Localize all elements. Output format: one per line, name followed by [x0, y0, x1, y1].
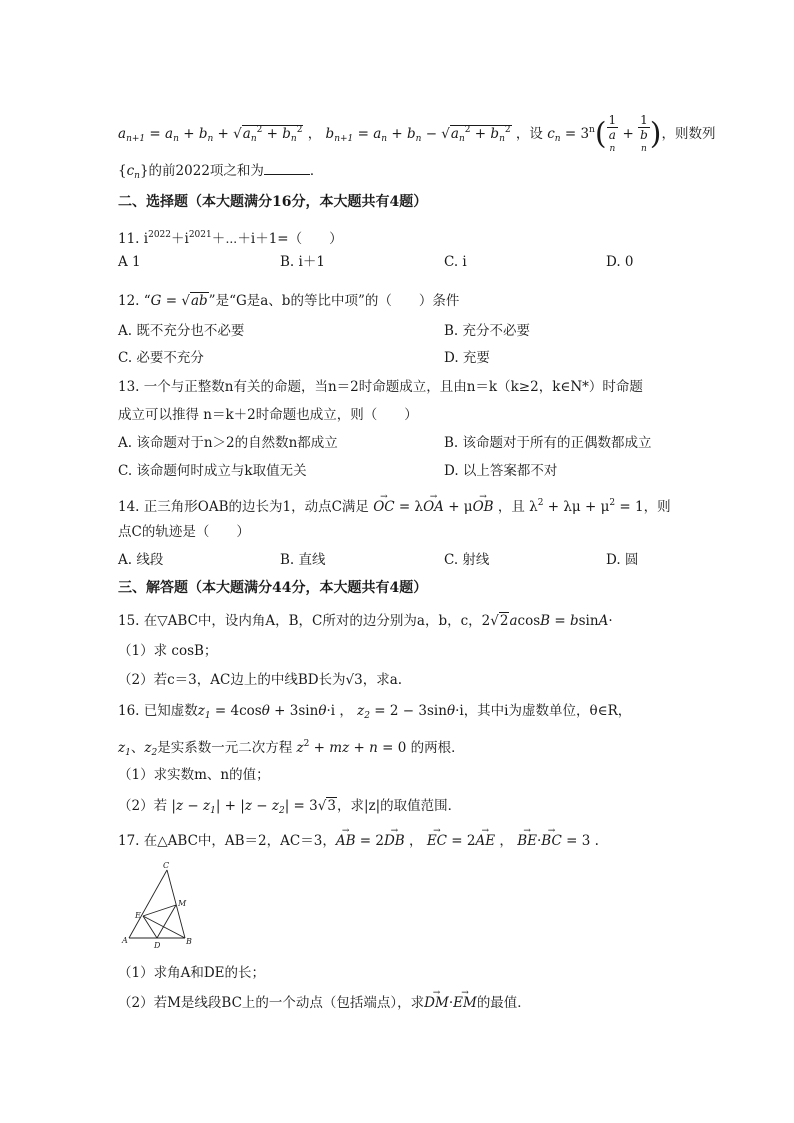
label-m: M	[178, 899, 187, 908]
side-ac	[129, 870, 167, 938]
label-d: D	[154, 941, 161, 950]
q13-option-a[interactable]: A. 该命题对于n＞2的自然数n都成立	[118, 435, 338, 451]
q14-stem-line1: 14. 正三角形OAB的边长为1，动点C满足 → OC = λ→ OA + μ→ OB ，且 $\lambda^2 + \lambda\mu + \mu^2 = 1$，则	[118, 494, 671, 516]
q16-stem-line1: 16. 已知虚数$z_1 = 4\cos\theta + 3\sin\theta\cdot i$ ， $z_2 = 2 - 3\sin\theta\cdot i$，其中i为虚数单位，θ∈R，	[118, 703, 632, 721]
q13-option-c[interactable]: C. 该命题何时成立与k取值无关	[118, 463, 307, 479]
triangle-figure	[115, 858, 205, 950]
q11-option-a[interactable]: A 1	[118, 254, 141, 270]
q14-option-d[interactable]: D. 圆	[606, 552, 639, 568]
q10-question-line: $\{c_n\}$的前2022项之和为 ．	[118, 163, 324, 181]
q14-option-a[interactable]: A. 线段	[118, 552, 164, 568]
q14-option-c[interactable]: C. 射线	[444, 552, 490, 568]
q14-stem-line2: 点C的轨迹是（ ）	[118, 524, 250, 540]
q15-part2: （2）若c＝3，AC边上的中线BD长为√3，求a.	[118, 672, 403, 688]
q11-stem: 11. $i^{2022}+i^{2021}+\cdots+i+1=$（ ）	[118, 230, 343, 247]
q10-recursion-line: $a_{n+1} = a_n + b_n + √a_n^2 + b_n^2$ ， $b_{n+1} = a_n + b_n - √a_n^2 + b_n^2$ ，设 $c_n = 3^n$( 1 a n + 1 b n )，则数列	[118, 113, 716, 154]
label-e: E	[135, 911, 141, 920]
label-a: A	[122, 936, 128, 945]
q15-stem: 15. 在▽ABC中，设内角A，B，C所对的边分别为a，b，c，2√2acosB = bsinA·	[118, 613, 613, 629]
q11-option-d[interactable]: D. 0	[606, 254, 634, 270]
q10-recursion-tail: ，则数列	[661, 126, 716, 142]
q14-option-b[interactable]: B. 直线	[280, 552, 326, 568]
q15-part1: （1）求 cosB；	[118, 643, 218, 659]
q11-option-c[interactable]: C. i	[444, 254, 467, 270]
label-c: C	[163, 861, 170, 870]
q12-option-a[interactable]: A. 既不充分也不必要	[118, 323, 245, 339]
section-2-title: 二、选择题（本大题满分16分，本大题共有4题）	[118, 194, 428, 210]
q13-option-b[interactable]: B. 该命题对于所有的正偶数都成立	[444, 435, 652, 451]
q11-option-b[interactable]: B. i＋1	[280, 254, 325, 270]
q16-part2: （2）若 $|z - z_1| + |z - z_2| = 3√3$，求|z|的取值范围．	[118, 798, 462, 816]
q17-part2: （2）若M是线段BC上的一个动点（包括端点），求→ DM·→ EM的最值．	[118, 994, 531, 1012]
q12-option-d[interactable]: D. 充要	[444, 350, 490, 366]
q12-option-b[interactable]: B. 充分不必要	[444, 323, 531, 339]
q17-part1: （1）求角A和DE的长；	[118, 965, 266, 981]
q13-stem-line1: 13. 一个与正整数n有关的命题，当n＝2时命题成立，且由n＝k（k≥2，k∈N*）时命题	[118, 379, 643, 395]
answer-blank[interactable]	[264, 162, 310, 175]
label-b: B	[186, 937, 192, 946]
q13-stem-line2: 成立可以推得 n＝k＋2时命题也成立，则（ ）	[118, 407, 418, 423]
q16-part1: （1）求实数m、n的值；	[118, 767, 270, 783]
segment-eb	[143, 916, 185, 938]
section-3-title: 三、解答题（本大题满分44分，本大题共有4题）	[118, 580, 428, 596]
q10-question-text: 的前2022项之和为	[148, 163, 264, 179]
q17-stem: 17. 在△ABC中，AB＝2，AC＝3，→ AB = 2→ DB ， → EC = 2→ AE ， → BE·→ BC = 3 .	[118, 832, 599, 850]
q13-option-d[interactable]: D. 以上答案都不对	[444, 463, 558, 479]
q16-stem-line2: $z_1$、$z_2$是实系数一元二次方程 $z^2$ + mz + n = 0 的两根．	[118, 739, 465, 758]
q12-stem: 12. “G = √ab”是“G是a、b的等比中项”的（ ）条件	[118, 293, 460, 309]
q12-option-c[interactable]: C. 必要不充分	[118, 350, 204, 366]
